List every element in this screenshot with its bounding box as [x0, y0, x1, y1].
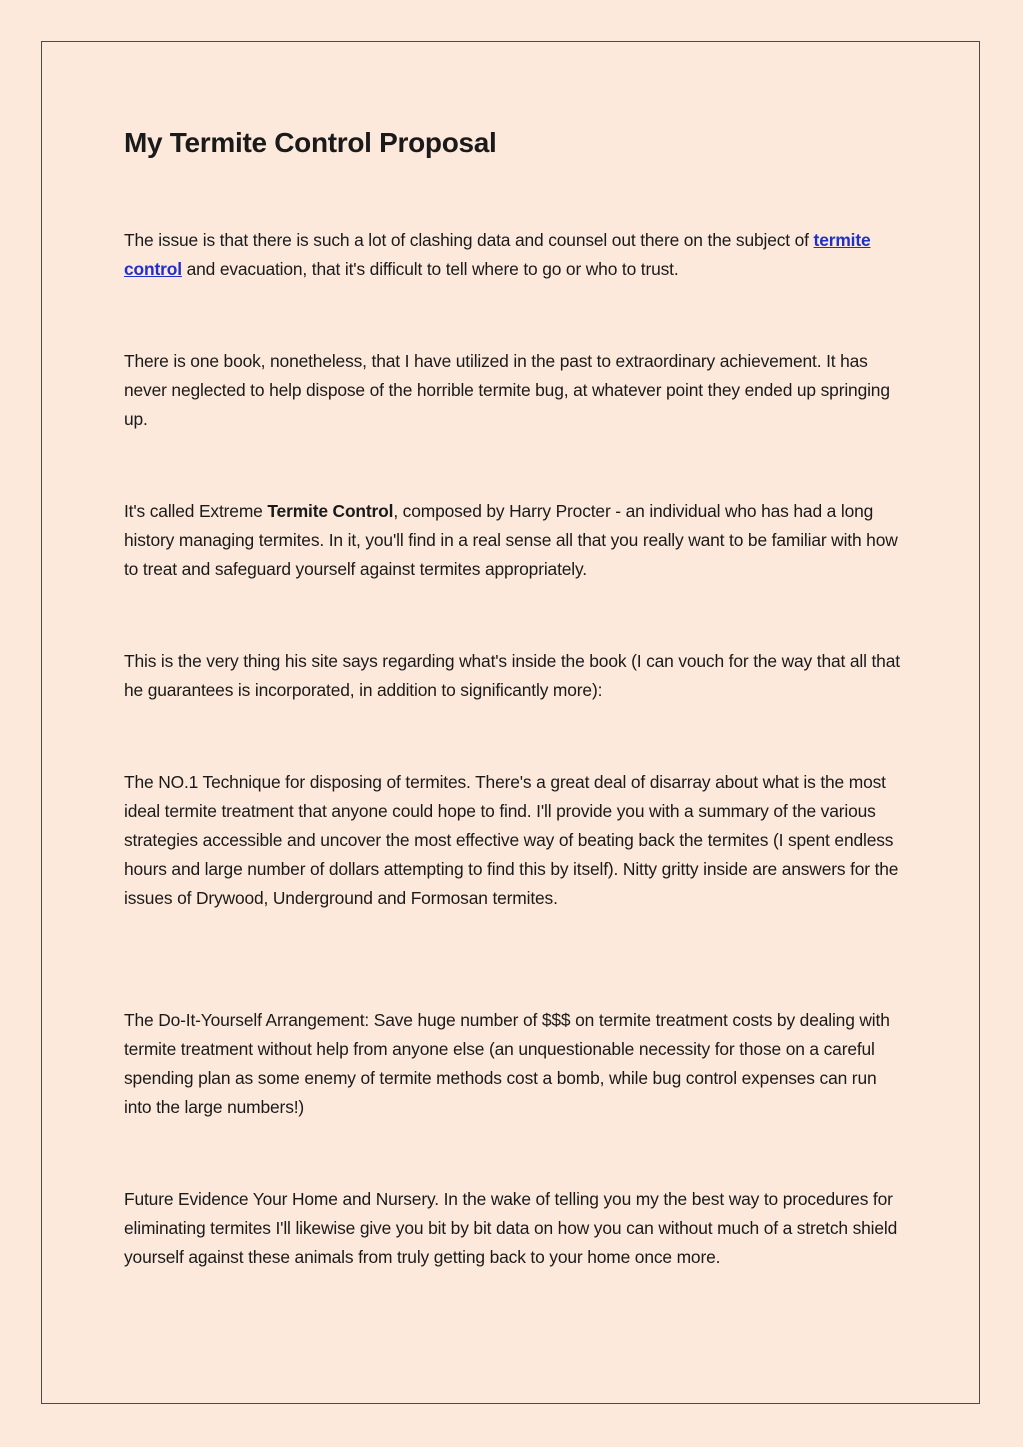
paragraph-intro [124, 226, 900, 284]
book-name-bold: Termite Control [267, 501, 394, 521]
paragraph-book: There is one book, nonetheless, that I have utilized in the past to extraordinary achievement. It has never neglected to help dispose of the horrible termite bug, at whatever point they ended up springing up. [124, 351, 890, 429]
paragraph-site-says: This is the very thing his site says regarding what's inside the book (I can vouch for the way that all that he guarantees is incorporated, in addition to significantly more): [124, 651, 900, 700]
paragraph-future-evidence: Future Evidence Your Home and Nursery. In the wake of telling you my the best way to procedures for eliminating termites I'll likewise give you bit by bit data on how you can without much of a stretch shield yourself against these animals from truly getting back to your home once more. [124, 1189, 898, 1267]
paragraph-intro-text-end: and evacuation, that it's difficult to tell where to go or who to trust. [181, 259, 679, 279]
paragraph-no1-technique: The NO.1 Technique for disposing of termites. There's a great deal of disarray about what is the most ideal termite treatment that anyone could hope to find. I'll provide you with a summary of the various strategies accessible and uncover the most effective way of beating back the termites (I spent endless hours and large number of dollars attempting to find this by itself). Nitty gritty inside are answers for the issues of Drywood, Underground and Formosan termites. [124, 772, 899, 908]
paragraph-extreme-termite-control [124, 497, 900, 584]
paragraph-diy-arrangement: The Do-It-Yourself Arrangement: Save huge number of $$$ on termite treatment costs by dealing with termite treatment without help from anyone else (an unquestionable necessity for those on a careful spending plan as some enemy of termite methods cost a bomb, while bug control expenses can run into the large numbers!) [124, 1010, 890, 1117]
paragraph-extreme-text: It's called Extreme [124, 501, 268, 521]
paragraph-extreme-text-end: , composed by Harry Procter - an individual who has had a long history managing termites. In it, you'll find in a real sense all that you really want to be familiar with how to treat and safeguard yourself against termites appropriately. [124, 501, 898, 579]
paragraph-intro-text: The issue is that there is such a lot of clashing data and counsel out there on the subject of [124, 230, 814, 250]
termite-control-link[interactable]: termite control [124, 230, 871, 279]
page-title: My Termite Control Proposal [124, 127, 497, 158]
